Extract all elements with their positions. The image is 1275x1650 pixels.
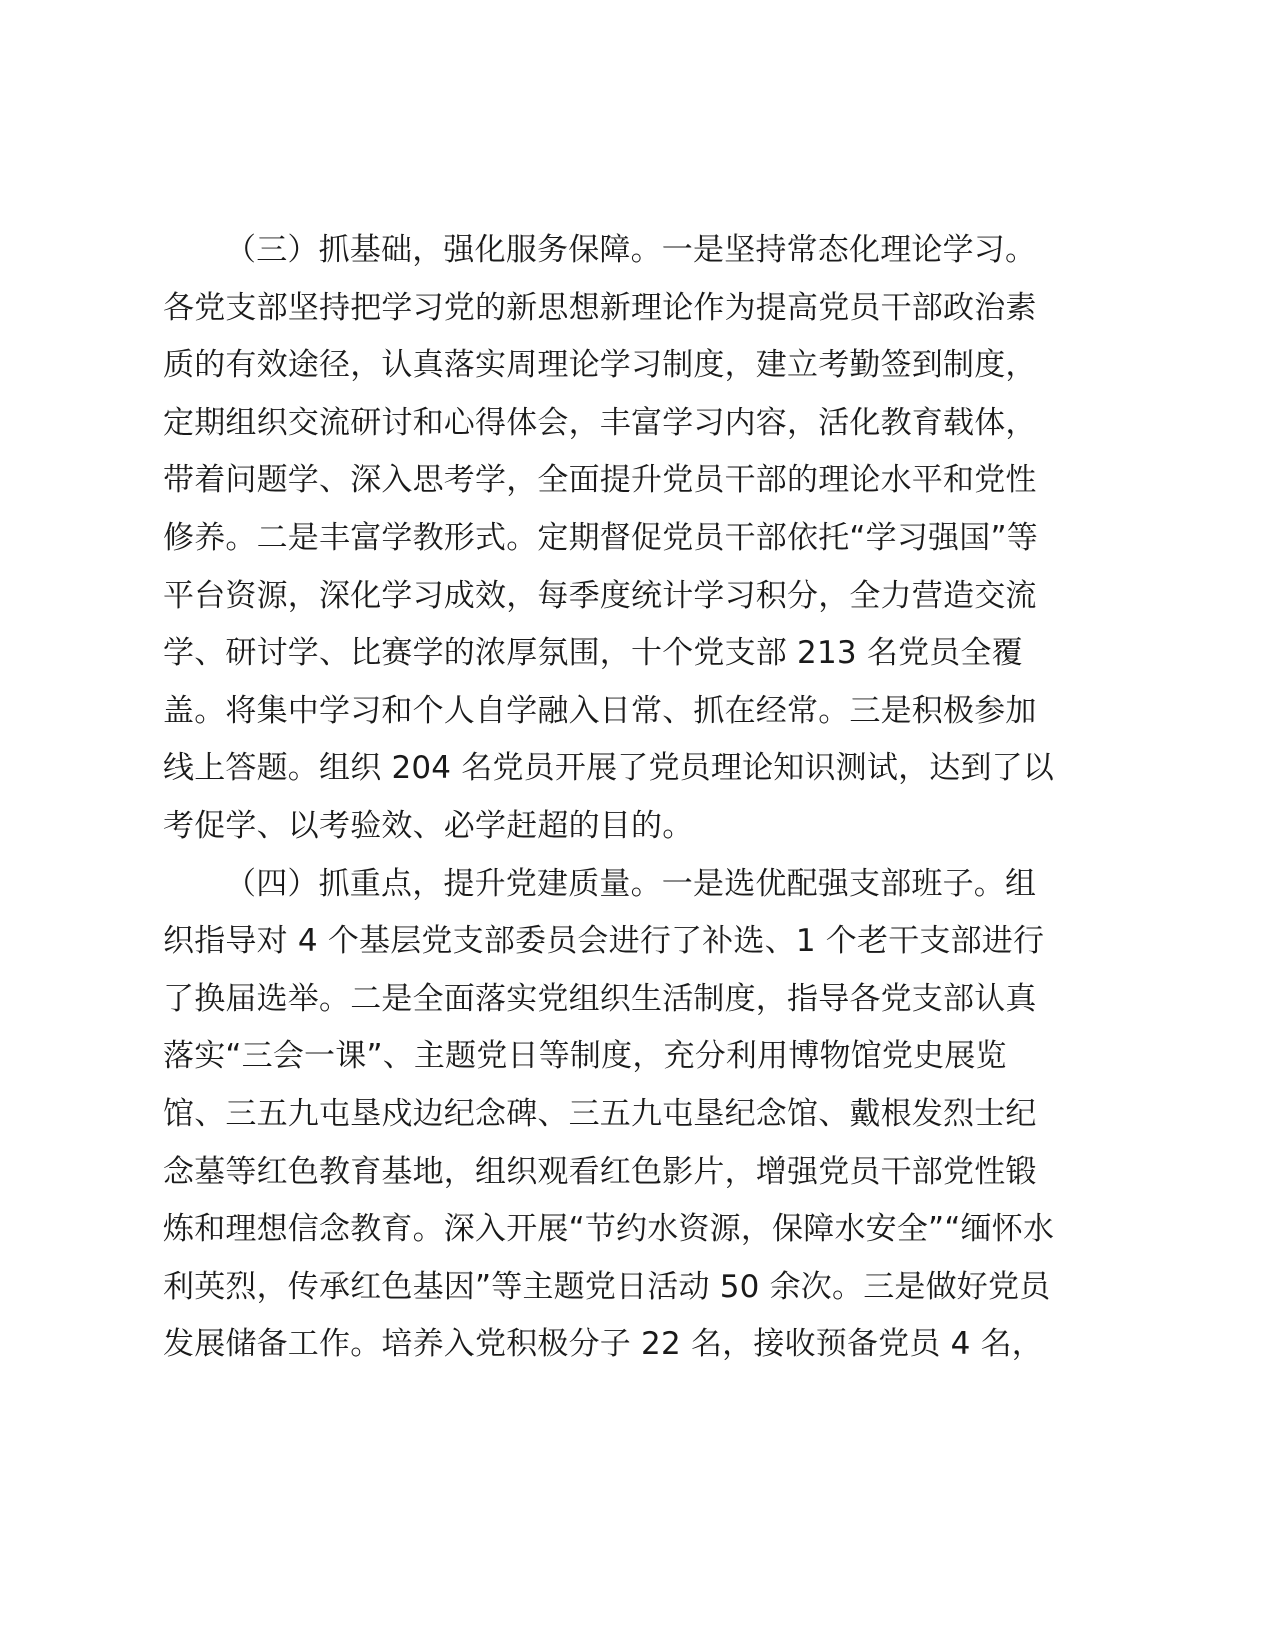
paragraph-3-heading-line: （三）抓基础，强化服务保障。一是坚持常态化理论学习。 [225, 232, 1037, 268]
text-line: 织指导对 4 个基层党支部委员会进行了补选、1 个老干支部进行 [163, 923, 1045, 960]
text-line: 学、研讨学、比赛学的浓厚氛围，十个党支部 213 名党员全覆 [163, 635, 1023, 672]
text-line: 盖。将集中学习和个人自学融入日常、抓在经常。三是积极参加 [163, 692, 1037, 729]
text-line: 各党支部坚持把学习党的新思想新理论作为提高党员干部政治素 [163, 289, 1037, 326]
text-line: 定期组织交流研讨和心得体会，丰富学习内容，活化教育载体， [163, 404, 1037, 441]
text-line: 落实“三会一课”、主题党日等制度，充分利用博物馆党史展览 [163, 1038, 1007, 1075]
paragraph-4-heading-line: （四）抓重点，提升党建质量。一是选优配强支部班子。组 [225, 865, 1037, 902]
text-line: 带着问题学、深入思考学，全面提升党员干部的理论水平和党性 [163, 462, 1037, 499]
text-line: 修养。二是丰富学教形式。定期督促党员干部依托“学习强国”等 [163, 519, 1038, 556]
text-line: 平台资源，深化学习成效，每季度统计学习积分，全力营造交流 [163, 577, 1037, 614]
text-line: 馆、三五九屯垦戍边纪念碑、三五九屯垦纪念馆、戴根发烈士纪 [163, 1095, 1037, 1132]
text-line: 线上答题。组织 204 名党员开展了党员理论知识测试，达到了以 [163, 750, 1055, 787]
text-line: 利英烈，传承红色基因”等主题党日活动 50 余次。三是做好党员 [163, 1268, 1051, 1305]
text-line: 念墓等红色教育基地，组织观看红色影片，增强党员干部党性锻 [163, 1153, 1037, 1190]
text-line: 了换届选举。二是全面落实党组织生活制度，指导各党支部认真 [163, 980, 1037, 1017]
text-line: 考促学、以考验效、必学赶超的目的。 [163, 807, 694, 844]
text-line: 炼和理想信念教育。深入开展“节约水资源，保障水安全”“缅怀水 [163, 1211, 1055, 1248]
text-line: 发展储备工作。培养入党积极分子 22 名，接收预备党员 4 名， [163, 1326, 1043, 1363]
document-body [163, 222, 1113, 1374]
text-line: 质的有效途径，认真落实周理论学习制度，建立考勤签到制度， [163, 347, 1037, 384]
